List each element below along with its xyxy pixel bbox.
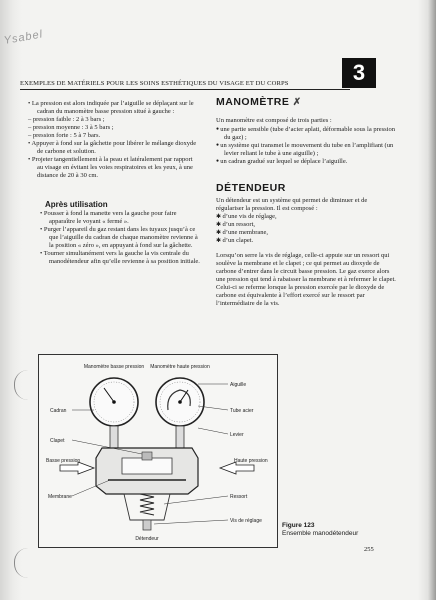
list-item: • Appuyer à fond sur la gâchette pour libérer le mélange dioxyde de carbone et solution. bbox=[28, 140, 198, 156]
label-basse-pression: Basse pression bbox=[46, 458, 81, 464]
list-item: • Tourner simultanément vers la gauche la vis centrale du manodétendeur afin qu’elle revienne à sa position initiale. bbox=[40, 250, 202, 266]
after-use-list bbox=[40, 210, 202, 266]
list-item: ● un cadran gradué sur lequel se déplace l’aiguille. bbox=[216, 158, 396, 166]
figure-caption: Ensemble manodétendeur bbox=[282, 530, 359, 537]
ressort-spring bbox=[140, 494, 154, 515]
detendeur-paragraph: Lorsqu’on serre la vis de réglage, celle-ci appuie sur un ressort qui soulève la membrane et le clapet ; ce qui permet au dioxyde de carbone d’entrer dans le circuit basse pression. Le gaz exerce alors une pression qui tend à rabaisser la membrane et à refermer le clapet. bbox=[216, 252, 396, 283]
label-haute-pression: Haute pression bbox=[234, 458, 268, 464]
detendeur-intro: Un détendeur est un système qui permet de diminuer et de régulariser la pression. Il est composé : bbox=[216, 197, 368, 212]
list-item: ✱ d’une membrane, bbox=[216, 229, 386, 237]
list-item: ✱ d’un ressort, bbox=[216, 221, 386, 229]
low-pressure-gauge bbox=[90, 378, 138, 426]
chapter-number-tab: 3 bbox=[342, 58, 376, 88]
page-edge-shadow bbox=[418, 0, 436, 600]
running-header: EXEMPLES DE MATÉRIELS POUR LES SOINS ESTHÉTIQUES DU VISAGE ET DU CORPS bbox=[20, 80, 289, 87]
label-ressort: Ressort bbox=[230, 494, 248, 500]
manometre-title: MANOMÈTRE bbox=[216, 96, 290, 108]
label-gauge-high: Manomètre haute pression bbox=[150, 364, 210, 370]
label-clapet: Clapet bbox=[50, 438, 65, 444]
label-gauge-low: Manomètre basse pression bbox=[83, 364, 145, 370]
manodetendeur-diagram bbox=[38, 354, 276, 546]
figure-number: Figure 123 bbox=[282, 522, 315, 529]
after-use-heading: Après utilisation bbox=[45, 200, 108, 209]
label-detendeur: Détendeur bbox=[135, 536, 159, 542]
detendeur-paragraph: Celui-ci se referme lorsque la pression exercée par le dioxyde de carbone est équivalente à l’effort exercé sur le ressort par l’intermédiaire de la vis. bbox=[216, 284, 385, 307]
list-item: ● une partie sensible (tube d’acier aplati, déformable sous la pression du gaz) ; bbox=[216, 126, 396, 142]
list-item: • Pousser à fond la manette vers la gauche pour faire apparaître le voyant « fermé ». bbox=[40, 210, 202, 226]
left-column-instructions bbox=[28, 100, 198, 180]
binding-shadow bbox=[0, 0, 22, 600]
label-vis-reglage: Vis de réglage bbox=[230, 518, 262, 524]
label-membrane: Membrane bbox=[48, 494, 72, 500]
label-tube-acier: Tube acier bbox=[230, 408, 254, 414]
header-rule bbox=[20, 89, 350, 90]
label-levier: Levier bbox=[230, 432, 244, 438]
list-item: – pression forte : 5 à 7 bars. bbox=[28, 132, 198, 140]
detendeur-parts-list bbox=[216, 213, 386, 245]
page-number: 255 bbox=[364, 546, 374, 553]
vis-reglage-screw bbox=[143, 520, 151, 530]
detendeur-heading: DÉTENDEUR bbox=[216, 182, 286, 194]
high-pressure-gauge bbox=[156, 378, 204, 426]
label-cadran: Cadran bbox=[50, 408, 67, 414]
handwritten-mark: ✗ bbox=[292, 97, 302, 108]
manometre-parts-list bbox=[216, 126, 396, 166]
list-item: ✱ d’un clapet. bbox=[216, 237, 386, 245]
list-item: • Projeter tangentiellement à la peau et latéralement par rapport au visage en évitant les voies respiratoires et les yeux, à une distance de 20 à 30 cm. bbox=[28, 156, 198, 180]
manometre-intro: Un manomètre est composé de trois parties : bbox=[216, 117, 332, 124]
clapet-shape bbox=[142, 452, 152, 460]
list-item: – pression moyenne : 3 à 5 bars ; bbox=[28, 124, 198, 132]
list-item: • La pression est alors indiquée par l’aiguille se déplaçant sur le cadran du manomètre basse pression situé à gauche : bbox=[28, 100, 198, 116]
ownership-stamp: Ysabel bbox=[2, 28, 44, 47]
list-item: ✱ d’une vis de réglage, bbox=[216, 213, 386, 221]
label-aiguille: Aiguille bbox=[230, 382, 247, 388]
list-item: ● un système qui transmet le mouvement du tube en l’amplifiant (un levier reliant le tube à une aiguille) ; bbox=[216, 142, 396, 158]
manometre-heading bbox=[216, 96, 302, 108]
list-item: – pression faible : 2 à 3 bars ; bbox=[28, 116, 198, 124]
list-item: • Purger l’appareil du gaz restant dans les tuyaux jusqu’à ce que l’aiguille du cadran de chaque manomètre revienne à la position « zéro », en appuyant à fond sur la gâchette. bbox=[40, 226, 202, 250]
